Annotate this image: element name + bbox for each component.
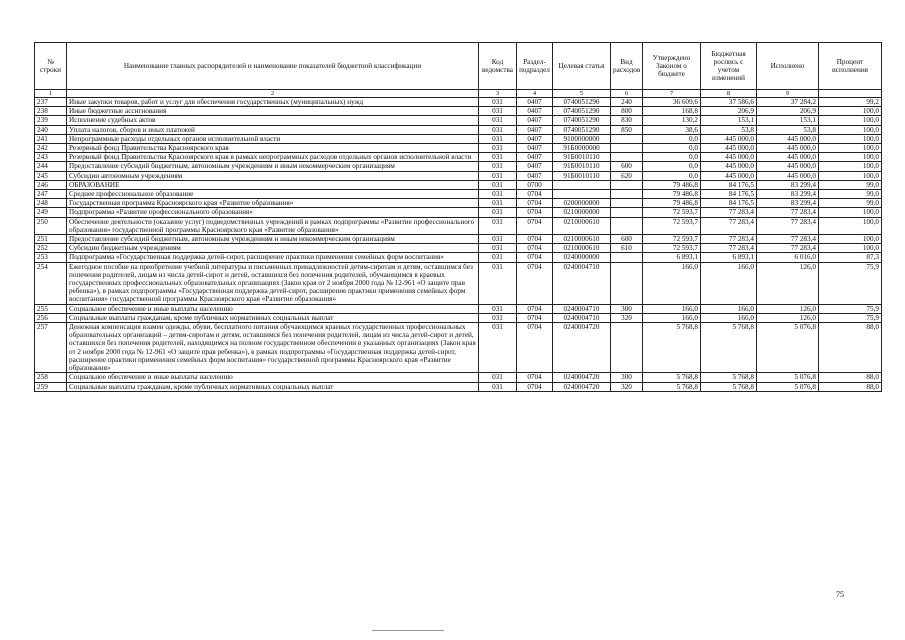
execution-percent: 87,3	[819, 253, 882, 262]
target-article: 0240004710	[553, 262, 611, 304]
table-row	[35, 153, 882, 162]
execution-percent: 100,0	[819, 116, 882, 125]
execution-percent: 100,0	[819, 134, 882, 143]
schedule-amount: 166,0	[701, 313, 757, 322]
executed-amount: 153,1	[757, 116, 819, 125]
expense-kind	[611, 180, 643, 189]
execution-percent: 99,0	[819, 180, 882, 189]
schedule-amount: 445 000,0	[701, 153, 757, 162]
expense-kind	[611, 262, 643, 304]
executed-amount: 126,0	[757, 262, 819, 304]
approved-amount: 72 593,7	[643, 244, 701, 253]
executed-amount: 37 284,2	[757, 98, 819, 107]
column-number: 3	[479, 90, 517, 98]
target-article: 91Б0000000	[553, 144, 611, 153]
table-row	[35, 190, 882, 199]
execution-percent: 100,0	[819, 217, 882, 234]
execution-percent: 88,0	[819, 373, 882, 382]
expense-kind: 610	[611, 244, 643, 253]
row-number: 259	[35, 382, 67, 391]
department-code: 031	[479, 323, 517, 373]
expense-kind	[611, 208, 643, 217]
executed-amount: 445 000,0	[757, 134, 819, 143]
execution-percent: 100,0	[819, 235, 882, 244]
schedule-amount: 84 176,5	[701, 180, 757, 189]
target-article: 0740051290	[553, 116, 611, 125]
row-name: Субсидии автономным учреждениям	[67, 171, 479, 180]
executed-amount: 83 299,4	[757, 199, 819, 208]
section-code: 0704	[517, 253, 553, 262]
execution-percent: 88,0	[819, 323, 882, 373]
section-code: 0407	[517, 162, 553, 171]
target-article	[553, 190, 611, 199]
section-code: 0407	[517, 153, 553, 162]
execution-percent: 100,0	[819, 208, 882, 217]
schedule-amount: 5 768,8	[701, 373, 757, 382]
executed-amount: 77 283,4	[757, 235, 819, 244]
execution-percent: 100,0	[819, 244, 882, 253]
expense-kind: 240	[611, 98, 643, 107]
executed-amount: 77 283,4	[757, 208, 819, 217]
target-article: 0240004710	[553, 304, 611, 313]
section-code: 0407	[517, 125, 553, 134]
row-name: Подпрограмма «Развитие профессионального образования»	[67, 208, 479, 217]
target-article: 9100000000	[553, 134, 611, 143]
row-name: Среднее профессиональное образование	[67, 190, 479, 199]
approved-amount: 0,0	[643, 134, 701, 143]
schedule-amount: 77 283,4	[701, 235, 757, 244]
expense-kind	[611, 217, 643, 234]
row-number: 247	[35, 190, 67, 199]
column-number: 6	[611, 90, 643, 98]
executed-amount: 445 000,0	[757, 144, 819, 153]
schedule-amount: 37 586,6	[701, 98, 757, 107]
column-number: 8	[701, 90, 757, 98]
section-code: 0407	[517, 171, 553, 180]
row-name: Государственная программа Красноярского края «Развитие образования»	[67, 199, 479, 208]
section-code: 0407	[517, 134, 553, 143]
row-name: Резервный фонд Правительства Красноярского края в рамках непрограммных расходов отдельных органов исполнительной власти	[67, 153, 479, 162]
executed-amount: 77 283,4	[757, 244, 819, 253]
table-row	[35, 217, 882, 234]
column-number: 5	[553, 90, 611, 98]
row-number: 248	[35, 199, 67, 208]
approved-amount: 72 593,7	[643, 235, 701, 244]
schedule-amount: 84 176,5	[701, 190, 757, 199]
expense-kind	[611, 199, 643, 208]
approved-amount: 79 486,8	[643, 199, 701, 208]
department-code: 031	[479, 199, 517, 208]
header-budget-schedule: Бюджетная роспись с учетом изменений	[701, 43, 757, 90]
schedule-amount: 77 283,4	[701, 244, 757, 253]
department-code: 031	[479, 180, 517, 189]
execution-percent: 75,9	[819, 262, 882, 304]
schedule-amount: 445 000,0	[701, 162, 757, 171]
executed-amount: 445 000,0	[757, 153, 819, 162]
execution-percent: 100,0	[819, 162, 882, 171]
schedule-amount: 77 283,4	[701, 217, 757, 234]
row-number: 241	[35, 134, 67, 143]
row-number: 246	[35, 180, 67, 189]
executed-amount: 83 299,4	[757, 180, 819, 189]
row-number: 250	[35, 217, 67, 234]
row-number: 252	[35, 244, 67, 253]
approved-amount: 6 893,1	[643, 253, 701, 262]
approved-amount: 0,0	[643, 162, 701, 171]
department-code: 031	[479, 373, 517, 382]
expense-kind: 300	[611, 373, 643, 382]
target-article: 0200000000	[553, 199, 611, 208]
schedule-amount: 84 176,5	[701, 199, 757, 208]
row-name: Уплата налогов, сборов и иных платежей	[67, 125, 479, 134]
row-name: Резервный фонд Правительства Красноярского края	[67, 144, 479, 153]
table-row	[35, 180, 882, 189]
target-article: 0740051290	[553, 98, 611, 107]
table-row	[35, 116, 882, 125]
section-code: 0704	[517, 304, 553, 313]
expense-kind	[611, 323, 643, 373]
header-section: Раздел-подраздел	[517, 43, 553, 90]
table-body	[35, 90, 882, 392]
row-number: 237	[35, 98, 67, 107]
row-number: 254	[35, 262, 67, 304]
expense-kind	[611, 253, 643, 262]
row-name: Денежная компенсация взамен одежды, обуви, бесплатного питания обучающимся краевых государственных профессиональных образовательных организаций – детям-сиротам и детям, оставшимся без попечения родителей, лицам из числа детей-сирот и детей, оставшихся без попечения родителей, находящимся на полном государственном обеспечении в указанных организациях (Закон края от 2 ноября 2000 года № 12-961 «О защите прав ребенка»), в рамках подпрограммы «Государственная поддержка детей-сирот, расширение практики применения семейных форм воспитания» государственной программы Красноярского края «Развитие образования»	[67, 323, 479, 373]
row-name: Социальные выплаты гражданам, кроме публичных нормативных социальных выплат	[67, 382, 479, 391]
header-department-code: Код ведомства	[479, 43, 517, 90]
target-article: 91Б0010110	[553, 171, 611, 180]
target-article: 0740051290	[553, 125, 611, 134]
approved-amount: 166,0	[643, 262, 701, 304]
approved-amount: 0,0	[643, 171, 701, 180]
approved-amount: 168,8	[643, 107, 701, 116]
section-code: 0704	[517, 313, 553, 322]
row-number: 243	[35, 153, 67, 162]
section-code: 0407	[517, 98, 553, 107]
row-name: Иные закупки товаров, работ и услуг для обеспечения государственных (муниципальных) нужд	[67, 98, 479, 107]
expense-kind: 600	[611, 235, 643, 244]
column-number: 9	[757, 90, 819, 98]
section-code: 0704	[517, 190, 553, 199]
target-article: 91Б0010110	[553, 153, 611, 162]
execution-percent: 100,0	[819, 125, 882, 134]
section-code: 0407	[517, 116, 553, 125]
table-row	[35, 98, 882, 107]
schedule-amount: 77 283,4	[701, 208, 757, 217]
schedule-amount: 445 000,0	[701, 144, 757, 153]
row-name: Подпрограмма «Государственная поддержка детей-сирот, расширение практики применения семейных форм воспитания»	[67, 253, 479, 262]
executed-amount: 126,0	[757, 313, 819, 322]
section-code: 0704	[517, 262, 553, 304]
section-code: 0407	[517, 144, 553, 153]
approved-amount: 166,0	[643, 313, 701, 322]
approved-amount: 38,6	[643, 125, 701, 134]
budget-execution-table	[34, 42, 882, 392]
expense-kind: 320	[611, 382, 643, 391]
row-number: 258	[35, 373, 67, 382]
row-name: Социальные выплаты гражданам, кроме публичных нормативных социальных выплат	[67, 313, 479, 322]
table-row	[35, 304, 882, 313]
table-row	[35, 244, 882, 253]
department-code: 031	[479, 262, 517, 304]
table-row	[35, 373, 882, 382]
approved-amount: 166,0	[643, 304, 701, 313]
header-approved: Утверждено Законом о бюджете	[643, 43, 701, 90]
department-code: 031	[479, 244, 517, 253]
row-name: Ежегодное пособие на приобретение учебной литературы и письменных принадлежностей детям-сиротам и детям, оставшимся без попечения родителей, лицам из числа детей-сирот и детей, оставшихся без попечения родителей, обучающимся в краевых государственных профессиональных образовательных организациях (Закон края от 2 ноября 2000 года № 12-961 «О защите прав ребенка»), в рамках подпрограммы «Государственная поддержка детей-сирот, расширение практики применения семейных форм воспитания» государственной программы Красноярского края «Развитие образования»	[67, 262, 479, 304]
row-number: 244	[35, 162, 67, 171]
column-number: 7	[643, 90, 701, 98]
schedule-amount: 153,1	[701, 116, 757, 125]
approved-amount: 130,2	[643, 116, 701, 125]
target-article: 0210000610	[553, 217, 611, 234]
target-article: 0210000610	[553, 244, 611, 253]
table-header	[35, 43, 882, 90]
schedule-amount: 445 000,0	[701, 171, 757, 180]
approved-amount: 5 768,8	[643, 382, 701, 391]
row-number: 255	[35, 304, 67, 313]
approved-amount: 0,0	[643, 153, 701, 162]
department-code: 031	[479, 98, 517, 107]
execution-percent: 100,0	[819, 107, 882, 116]
row-name: Предоставление субсидий бюджетным, автономным учреждениям и иным некоммерческим организациям	[67, 162, 479, 171]
executed-amount: 53,8	[757, 125, 819, 134]
schedule-amount: 5 768,8	[701, 323, 757, 373]
executed-amount: 5 076,8	[757, 373, 819, 382]
header-name: Наименование главных распорядителей и наименование показателей бюджетной классификации	[67, 43, 479, 90]
department-code: 031	[479, 313, 517, 322]
table-row	[35, 144, 882, 153]
row-name: Субсидии бюджетным учреждениям	[67, 244, 479, 253]
row-name: Исполнение судебных актов	[67, 116, 479, 125]
table-row	[35, 253, 882, 262]
column-number-spacer	[819, 90, 882, 98]
section-code: 0704	[517, 217, 553, 234]
department-code: 031	[479, 217, 517, 234]
table-row	[35, 125, 882, 134]
table-row	[35, 134, 882, 143]
executed-amount: 445 000,0	[757, 171, 819, 180]
approved-amount: 79 486,8	[643, 180, 701, 189]
table-row	[35, 162, 882, 171]
execution-percent: 100,0	[819, 171, 882, 180]
row-number: 256	[35, 313, 67, 322]
department-code: 031	[479, 190, 517, 199]
target-article: 0240004720	[553, 382, 611, 391]
execution-percent: 75,9	[819, 313, 882, 322]
approved-amount: 0,0	[643, 144, 701, 153]
executed-amount: 206,9	[757, 107, 819, 116]
table-row	[35, 199, 882, 208]
executed-amount: 83 299,4	[757, 190, 819, 199]
row-name: Предоставление субсидий бюджетным, автономным учреждениям и иным некоммерческим организациям	[67, 235, 479, 244]
department-code: 031	[479, 253, 517, 262]
approved-amount: 79 486,8	[643, 190, 701, 199]
row-number: 238	[35, 107, 67, 116]
execution-percent: 99,0	[819, 199, 882, 208]
row-name: Социальное обеспечение и иные выплаты населению	[67, 304, 479, 313]
execution-percent: 100,0	[819, 144, 882, 153]
target-article: 0210000000	[553, 208, 611, 217]
approved-amount: 5 768,8	[643, 323, 701, 373]
execution-percent: 75,9	[819, 304, 882, 313]
row-name: ОБРАЗОВАНИЕ	[67, 180, 479, 189]
table-row	[35, 235, 882, 244]
executed-amount: 77 283,4	[757, 217, 819, 234]
approved-amount: 72 593,7	[643, 208, 701, 217]
schedule-amount: 53,8	[701, 125, 757, 134]
row-number: 249	[35, 208, 67, 217]
row-number: 245	[35, 171, 67, 180]
expense-kind: 830	[611, 116, 643, 125]
schedule-amount: 445 000,0	[701, 134, 757, 143]
department-code: 031	[479, 116, 517, 125]
table-row	[35, 323, 882, 373]
schedule-amount: 6 893,1	[701, 253, 757, 262]
execution-percent: 99,2	[819, 98, 882, 107]
column-number: 1	[35, 90, 67, 98]
row-name: Социальное обеспечение и иные выплаты населению	[67, 373, 479, 382]
section-code: 0704	[517, 244, 553, 253]
header-row-number: № строки	[35, 43, 67, 90]
column-number: 2	[67, 90, 479, 98]
target-article: 0240004720	[553, 323, 611, 373]
department-code: 031	[479, 144, 517, 153]
approved-amount: 36 609,6	[643, 98, 701, 107]
department-code: 031	[479, 382, 517, 391]
department-code: 031	[479, 162, 517, 171]
expense-kind	[611, 134, 643, 143]
schedule-amount: 5 768,8	[701, 382, 757, 391]
header-executed: Исполнено	[757, 43, 819, 90]
section-code: 0704	[517, 199, 553, 208]
executed-amount: 126,0	[757, 304, 819, 313]
department-code: 031	[479, 153, 517, 162]
department-code: 031	[479, 134, 517, 143]
executed-amount: 5 076,8	[757, 323, 819, 373]
row-name: Непрограммные расходы отдельных органов исполнительной власти	[67, 134, 479, 143]
approved-amount: 72 593,7	[643, 217, 701, 234]
section-code: 0700	[517, 180, 553, 189]
department-code: 031	[479, 304, 517, 313]
executed-amount: 6 016,0	[757, 253, 819, 262]
department-code: 031	[479, 208, 517, 217]
execution-percent: 100,0	[819, 153, 882, 162]
target-article: 0740051290	[553, 107, 611, 116]
schedule-amount: 166,0	[701, 262, 757, 304]
target-article: 0240004710	[553, 313, 611, 322]
table-row	[35, 313, 882, 322]
header-target-article: Целевая статья	[553, 43, 611, 90]
column-number: 4	[517, 90, 553, 98]
expense-kind: 620	[611, 171, 643, 180]
department-code: 031	[479, 235, 517, 244]
section-code: 0704	[517, 208, 553, 217]
expense-kind: 800	[611, 107, 643, 116]
row-number: 257	[35, 323, 67, 373]
header-expense-kind: Вид расходов	[611, 43, 643, 90]
executed-amount: 445 000,0	[757, 162, 819, 171]
expense-kind	[611, 144, 643, 153]
expense-kind: 320	[611, 313, 643, 322]
row-number: 242	[35, 144, 67, 153]
executed-amount: 5 076,8	[757, 382, 819, 391]
section-code: 0704	[517, 382, 553, 391]
footer-line	[372, 630, 444, 631]
schedule-amount: 206,9	[701, 107, 757, 116]
expense-kind	[611, 153, 643, 162]
table-row	[35, 208, 882, 217]
section-code: 0407	[517, 107, 553, 116]
row-number: 251	[35, 235, 67, 244]
target-article: 91Б0010110	[553, 162, 611, 171]
expense-kind: 600	[611, 162, 643, 171]
table-row	[35, 107, 882, 116]
target-article: 0210000610	[553, 235, 611, 244]
header-percent: Процент исполнения	[819, 43, 882, 90]
section-code: 0704	[517, 235, 553, 244]
approved-amount: 5 768,8	[643, 373, 701, 382]
column-numbers-row	[35, 90, 882, 98]
execution-percent: 99,0	[819, 190, 882, 199]
schedule-amount: 166,0	[701, 304, 757, 313]
table-row	[35, 171, 882, 180]
execution-percent: 88,0	[819, 382, 882, 391]
row-number: 253	[35, 253, 67, 262]
section-code: 0704	[517, 373, 553, 382]
row-name: Иные бюджетные ассигнования	[67, 107, 479, 116]
target-article	[553, 180, 611, 189]
expense-kind	[611, 190, 643, 199]
page-number: 75	[836, 590, 844, 599]
target-article: 0240000000	[553, 253, 611, 262]
department-code: 031	[479, 125, 517, 134]
table-row	[35, 382, 882, 391]
target-article: 0240004720	[553, 373, 611, 382]
expense-kind: 850	[611, 125, 643, 134]
row-number: 239	[35, 116, 67, 125]
section-code: 0704	[517, 323, 553, 373]
department-code: 031	[479, 107, 517, 116]
row-number: 240	[35, 125, 67, 134]
row-name: Обеспечение деятельности (оказание услуг) подведомственных учреждений в рамках подпрограммы «Развитие профессионального образования» государственной программы Красноярского края «Развитие образования»	[67, 217, 479, 234]
table-row	[35, 262, 882, 304]
department-code: 031	[479, 171, 517, 180]
expense-kind: 300	[611, 304, 643, 313]
